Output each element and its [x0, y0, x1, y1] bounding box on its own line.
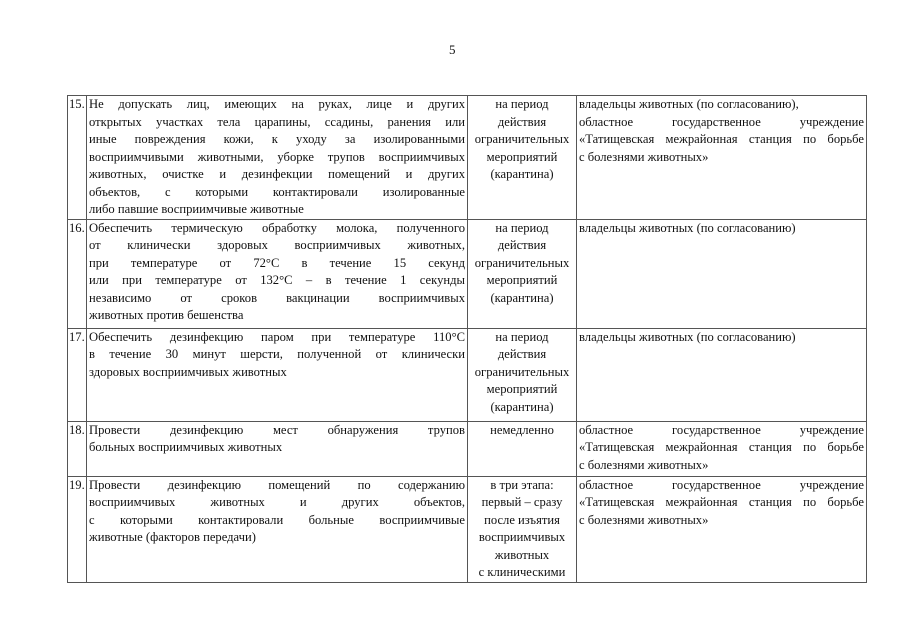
action-cell-line: либо павшие восприимчивые животные — [89, 202, 304, 216]
period-cell-line: мероприятий — [486, 273, 558, 287]
period-cell-line: на период — [495, 97, 549, 111]
responsible-cell-line: «Татищевская межрайонная станция по борьбе — [579, 495, 864, 509]
period-cell-line: в три этапа: — [490, 477, 554, 492]
responsible-cell-line: владельцы животных (по согласованию), — [579, 97, 799, 111]
responsible-cell — [577, 421, 867, 476]
period-cell-line: (карантина) — [490, 290, 554, 305]
period-cell — [468, 96, 577, 220]
action-cell-line: больных восприимчивых животных — [89, 440, 283, 454]
responsible-cell-line: «Татищевская межрайонная станция по борьбе — [579, 440, 864, 454]
action-cell-line: объектов, с которыми контактировали изолированные — [89, 184, 465, 199]
responsible-cell — [577, 219, 867, 328]
action-cell-line: или при температуре от 132°С – в течение 1 секунды — [89, 273, 465, 287]
period-cell-line: восприимчивых — [478, 530, 566, 544]
action-cell-line: животные (факторов передачи) — [89, 530, 256, 544]
period-cell-line: ограничительных — [474, 255, 570, 270]
action-cell-line: Обеспечить термическую обработку молока, полученного — [89, 220, 465, 235]
period-cell-line: действия — [497, 238, 547, 252]
period-cell-line: мероприятий — [486, 149, 558, 164]
action-cell-line: Обеспечить дезинфекцию паром при температуре 110°С — [89, 329, 465, 344]
table-row — [68, 476, 867, 582]
responsible-cell — [577, 476, 867, 582]
period-cell-line: немедленно — [490, 422, 554, 437]
period-cell-line: на период — [495, 220, 549, 235]
period-cell-line: первый – сразу — [481, 495, 563, 509]
responsible-cell-line: областное государственное учреждение — [579, 422, 864, 437]
action-cell-line: Не допускать лиц, имеющих на руках, лице и других — [89, 97, 465, 111]
period-cell-line: мероприятий — [486, 382, 558, 396]
action-cell-line: при температуре от 72°С в течение 15 секунд — [89, 255, 465, 270]
action-cell — [87, 421, 468, 476]
responsible-cell — [577, 328, 867, 421]
table-row — [68, 96, 867, 220]
period-cell-line: на период — [495, 329, 549, 344]
action-cell-line: восприимчивых животных и других объектов, — [89, 495, 465, 509]
period-cell — [468, 421, 577, 476]
responsible-cell — [577, 96, 867, 220]
period-cell-line: после изъятия — [484, 512, 560, 527]
period-cell-line: животных — [494, 547, 550, 562]
row-number: 17. — [68, 328, 87, 421]
table-row — [68, 328, 867, 421]
period-cell-line: с клиническими — [478, 565, 566, 579]
action-cell-line: в течение 30 минут шерсти, полученной от клинически — [89, 347, 465, 361]
period-cell — [468, 476, 577, 582]
row-number: 18. — [68, 421, 87, 476]
action-cell-line: животных, очистке и дезинфекции помещений и других — [89, 167, 465, 181]
action-cell-line: животных против бешенства — [89, 308, 244, 322]
action-cell-line: независимо от сроков вакцинации восприимчивых — [89, 290, 465, 305]
period-cell — [468, 328, 577, 421]
table-row — [68, 421, 867, 476]
action-cell-line: здоровых восприимчивых животных — [89, 364, 287, 379]
responsible-cell-line: с болезнями животных» — [579, 512, 709, 527]
responsible-cell-line: областное государственное учреждение — [579, 114, 864, 129]
action-cell — [87, 96, 468, 220]
period-cell-line: (карантина) — [490, 399, 554, 414]
period-cell-line: действия — [497, 347, 547, 361]
row-number: 15. — [68, 96, 87, 220]
action-cell-line: открытых участках тела царапины, ссадины, ранения или — [89, 114, 465, 129]
responsible-cell-line: «Татищевская межрайонная станция по борьбе — [579, 132, 864, 146]
period-cell-line: ограничительных — [474, 364, 570, 379]
responsible-cell-line: с болезнями животных» — [579, 457, 709, 472]
period-cell — [468, 219, 577, 328]
table-row — [68, 219, 867, 328]
period-cell-line: действия — [497, 114, 547, 129]
page-number: 5 — [449, 42, 456, 57]
responsible-cell-line: владельцы животных (по согласованию) — [579, 220, 796, 235]
measures-table — [67, 95, 867, 583]
period-cell-line: (карантина) — [490, 167, 554, 181]
row-number: 16. — [68, 219, 87, 328]
action-cell-line: иные повреждения кожи, к уходу за изолированными — [89, 132, 465, 146]
action-cell — [87, 328, 468, 421]
period-cell-line: ограничительных — [474, 132, 570, 146]
action-cell-line: Провести дезинфекцию помещений по содержанию — [89, 477, 465, 492]
responsible-cell-line: областное государственное учреждение — [579, 477, 864, 492]
responsible-cell-line: владельцы животных (по согласованию) — [579, 329, 796, 344]
action-cell-line: с которыми контактировали больные восприимчивые — [89, 512, 465, 527]
row-number: 19. — [68, 476, 87, 582]
responsible-cell-line: с болезнями животных» — [579, 149, 709, 164]
action-cell-line: Провести дезинфекцию мест обнаружения трупов — [89, 422, 465, 437]
action-cell-line: восприимчивыми животными, уборке трупов восприимчивых — [89, 149, 465, 164]
action-cell — [87, 219, 468, 328]
action-cell-line: от клинически здоровых восприимчивых животных, — [89, 238, 465, 252]
action-cell — [87, 476, 468, 582]
